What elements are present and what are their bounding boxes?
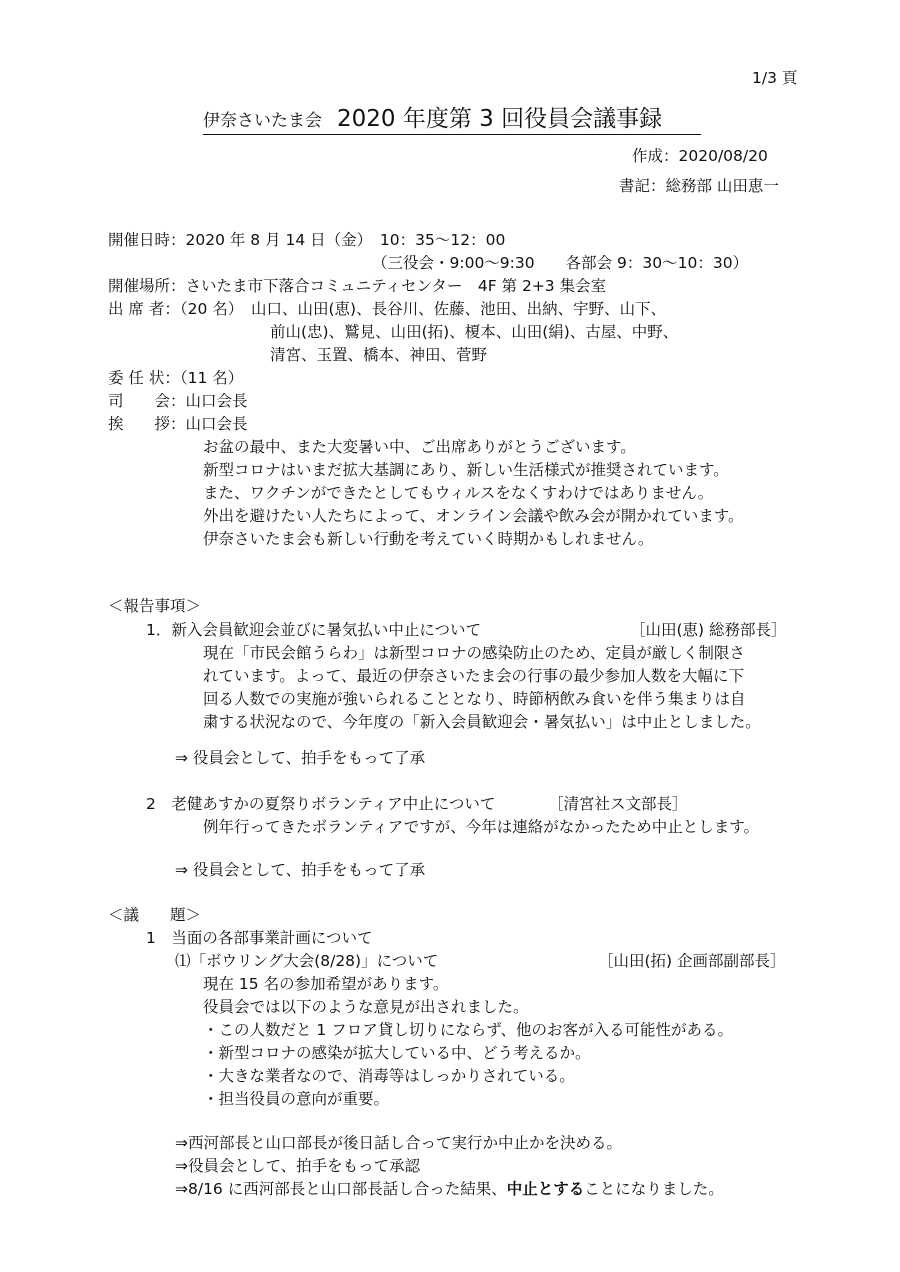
report-item-2-body: 例年行ってきたボランティアですが、今年は連絡がなかったため中止とします。 [203, 818, 759, 836]
meeting-place: 開催場所：さいたま市下落合コミュニティセンター 4F 第 2+3 集会室 [108, 277, 607, 295]
attendees-line-2: 前山(忠)、鷲見、山田(拓)、榎本、山田(絹)、古屋、中野、 [270, 323, 679, 341]
report-item-1-title: 1．新入会員歓迎会並びに暑気払い中止について [146, 621, 482, 639]
report-item-2-reporter: ［清宮社ス文部長］ [548, 795, 688, 813]
recorder: 書記：総務部 山田恵一 [619, 177, 779, 195]
proxy-count: 委 任 状：（11 名） [108, 369, 244, 387]
greeting-line: 伊奈さいたま会も新しい行動を考えていく時期かもしれません。 [203, 530, 654, 548]
title-main: 2020 年度第 3 回役員会議事録 [337, 106, 663, 132]
report-item-1-body: 回る人数での実施が強いられることとなり、時節柄飲み食いを伴う集まりは自 [203, 690, 746, 708]
report-heading: ＜報告事項＞ [108, 597, 202, 615]
meeting-datetime: 開催日時：2020 年 8 月 14 日（金） 10：35～12：00 [108, 231, 506, 249]
report-item-1-reporter: ［山田(恵) 総務部長］ [630, 621, 787, 639]
attendees-line-3: 清宮、玉置、橋本、神田、菅野 [270, 346, 488, 364]
page-number: 1/3 頁 [752, 69, 798, 87]
chair: 司 会：山口会長 [108, 392, 248, 410]
conclusion-line: ⇒西河部長と山口部長が後日話し合って実行か中止かを決める。 [175, 1134, 622, 1152]
report-item-1-body: 現在「市民会館うらわ」は新型コロナの感染防止のため、定員が厳しく制限さ [203, 644, 745, 662]
greeting-line: 新型コロナはいまだ拡大基調にあり、新しい生活様式が推奨されています。 [203, 461, 729, 479]
agenda-sub-1-title: ⑴「ボウリング大会(8/28)」について [175, 952, 439, 970]
title-underline [203, 134, 701, 135]
greeting-line: 外出を避けたい人たちによって、オンライン会議や飲み会が開かれています。 [203, 507, 744, 525]
conclusion-pre: ⇒8/16 に西河部長と山口部長話し合った結果、 [175, 1180, 507, 1198]
conclusion-emphasis: 中止とする [506, 1180, 585, 1198]
agenda-sub-1-line: 現在 15 名の参加希望があります。 [203, 975, 449, 993]
opinion-bullet: ・大きな業者なので、消毒等はしっかりされている。 [203, 1067, 575, 1085]
conclusion-line: ⇒役員会として、拍手をもって承認 [175, 1157, 421, 1175]
meeting-subtimes: （三役会・9:00～9:30 各部会 9：30～10：30） [372, 254, 749, 272]
opinion-bullet: ・担当役員の意向が重要。 [203, 1090, 390, 1108]
page-title [203, 104, 662, 136]
created-date: 作成：2020/08/20 [632, 147, 768, 165]
report-item-1-body: 粛する状況なので、今年度の「新入会員歓迎会・暑気払い」は中止としました。 [203, 713, 761, 731]
greeting-line: また、ワクチンができたとしてもウィルスをなくすわけではありません。 [203, 484, 714, 502]
agenda-sub-1-reporter: ［山田(拓) 企画部副部長］ [598, 952, 786, 970]
agenda-heading: ＜議 題＞ [108, 906, 202, 924]
agenda-sub-1-line: 役員会では以下のような意見が出されました。 [203, 998, 529, 1016]
agenda-item-1-title: 1 当面の各部事業計画について [146, 929, 373, 947]
report-item-2-title: 2 老健あすかの夏祭りボランティア中止について [146, 795, 496, 813]
report-item-1-result: ⇒ 役員会として、拍手をもって了承 [175, 749, 426, 767]
opinion-bullet: ・この人数だと 1 フロア貸し切りにならず、他のお客が入る可能性がある。 [203, 1021, 733, 1039]
greeting-line: お盆の最中、また大変暑い中、ご出席ありがとうございます。 [203, 438, 636, 456]
report-item-2-result: ⇒ 役員会として、拍手をもって了承 [175, 861, 426, 879]
title-org: 伊奈さいたま会 [203, 111, 322, 131]
conclusion-post: ことになりました。 [584, 1180, 724, 1198]
opinion-bullet: ・新型コロナの感染が拡大している中、どう考えるか。 [203, 1044, 591, 1062]
report-item-1-body: れています。よって、最近の伊奈さいたま会の行事の最少参加人数を大幅に下 [203, 667, 744, 685]
greeting: 挨 拶：山口会長 [108, 415, 248, 433]
conclusion-line-final [175, 1177, 724, 1201]
attendees-line-1: 出 席 者：（20 名） 山口、山田(恵)、長谷川、佐藤、池田、出納、宇野、山下、 [108, 300, 667, 318]
